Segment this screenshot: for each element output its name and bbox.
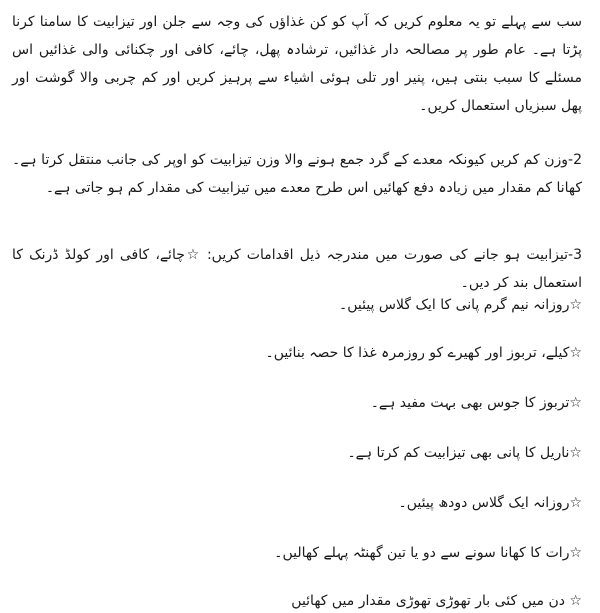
tip-warm-water: ☆روزانہ نیم گرم پانی کا ایک گلاس پیئیں۔ — [339, 297, 582, 313]
intro-paragraph: سب سے پہلے تو یہ معلوم کریں کہ آپ کو کن غذاؤں کی وجہ سے جلن اور تیزابیت کا سامنا کرنا پڑتا ہے۔ عام طور پر مصالحہ دار غذائیں، ترشادہ پھل، چائے، کافی اور چکنائی والی غذائیں اس مسئلے کا سبب بنتی ہیں، پنیر اور تلی ہوئی اشیاء سے پرہیز کریں اور کم چربی والا گوشت اور پھل سبزیاں استعمال کریں۔ — [12, 14, 582, 114]
tip-milk: ☆روزانہ ایک گلاس دودھ پیئیں۔ — [398, 495, 582, 511]
weight-loss-paragraph: 2-وزن کم کریں کیونکہ معدے کے گرد جمع ہونے والا وزن تیزابیت کو اوپر کی جانب منتقل کرتا ہے۔ کھانا کم مقدار میں زیادہ دفع کھائیں اس طرح معدے میں تیزابیت کی مقدار کم ہو جاتی ہے۔ — [12, 152, 582, 196]
tip-early-dinner: ☆رات کا کھانا سونے سے دو یا تین گھنٹہ پہلے کھالیں۔ — [274, 545, 582, 561]
tip-fruits-diet: ☆کیلے، تربوز اور کھیرے کو روزمرہ غذا کا حصہ بنائیں۔ — [265, 345, 582, 361]
tip-watermelon-juice: ☆تربوز کا جوس بھی بہت مفید ہے۔ — [370, 395, 582, 411]
tip-small-meals: ☆ دن میں کئی بار تھوڑی تھوڑی مقدار میں کھائیں — [291, 593, 582, 609]
tip-coconut-water: ☆ناریل کا پانی بھی تیزابیت کم کرتا ہے۔ — [347, 445, 582, 461]
acidity-steps-paragraph: 3-تیزابیت ہو جانے کی صورت میں مندرجہ ذیل اقدامات کریں: ☆چائے، کافی اور کولڈ ڈرنک کا استعمال بند کر دیں۔ — [12, 247, 582, 291]
